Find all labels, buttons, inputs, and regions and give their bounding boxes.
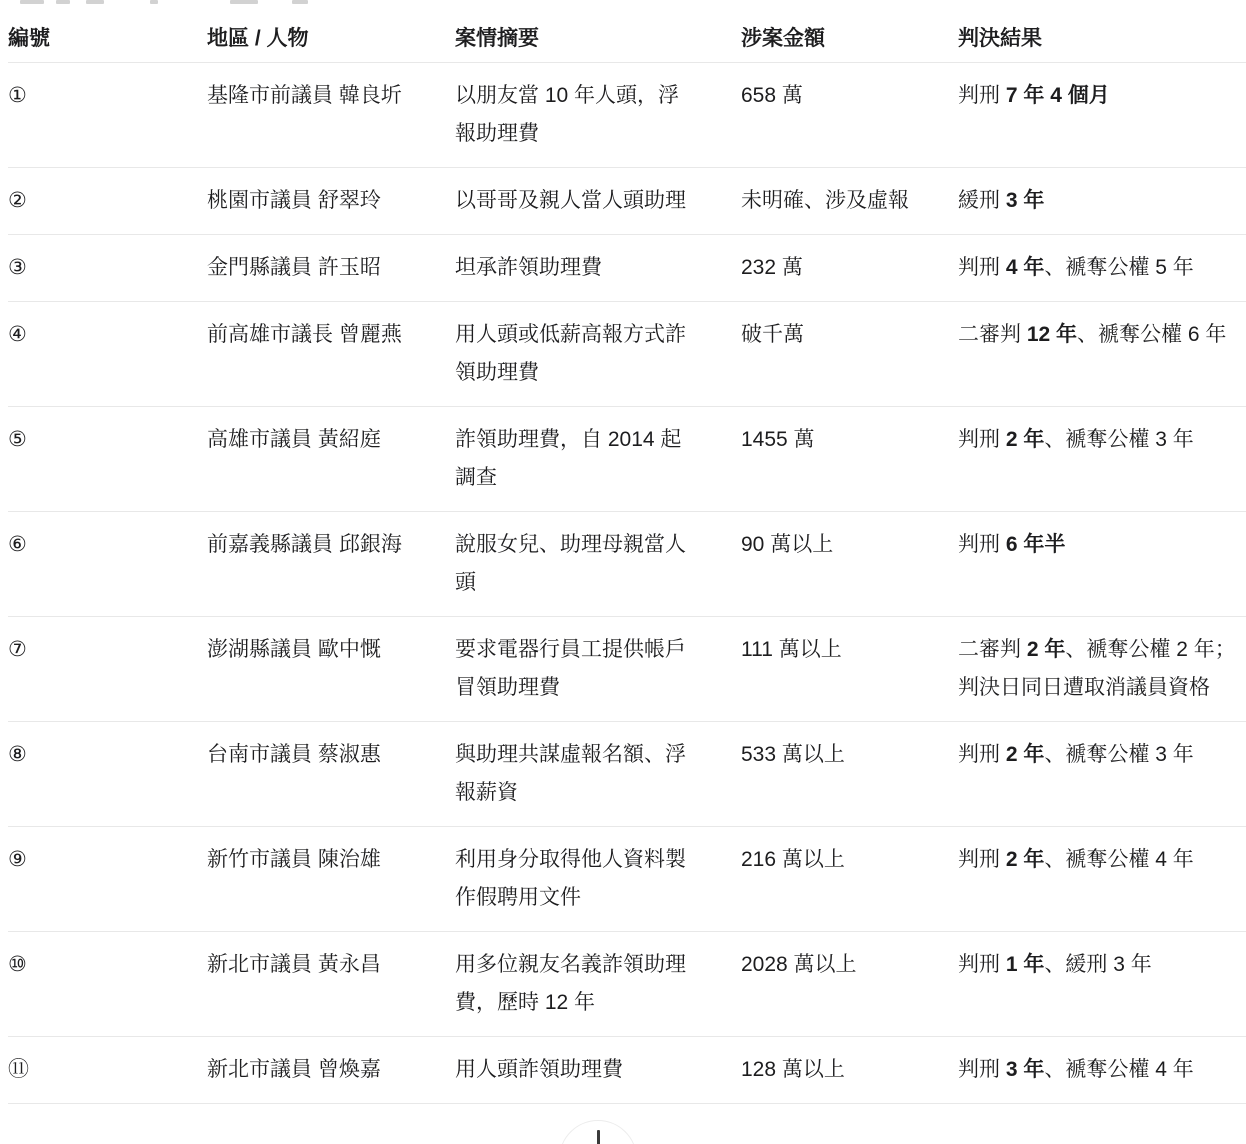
verdict-highlight: 12 年 — [1026, 323, 1078, 346]
verdict-cell — [958, 841, 1246, 917]
table-header-row — [8, 0, 1246, 63]
verdict-cell — [958, 249, 1246, 287]
person-cell: 基隆市前議員 韓良圻 — [207, 84, 402, 107]
verdict-text: 緩刑 — [958, 189, 1006, 212]
verdict-cell — [958, 526, 1246, 602]
verdict-highlight: 1 年 — [1005, 953, 1045, 976]
verdict-cell — [958, 316, 1246, 392]
case-summary-cell: 要求電器行員工提供帳戶冒領助理費 — [455, 638, 686, 699]
verdict-cell — [958, 182, 1246, 220]
amount-cell: 破千萬 — [741, 323, 804, 346]
row-number-cell: ⑦ — [8, 638, 27, 661]
person-cell: 台南市議員 蔡淑惠 — [207, 743, 381, 766]
amount-cell: 2028 萬以上 — [741, 953, 857, 976]
case-summary-cell: 以哥哥及親人當人頭助理 — [455, 189, 686, 212]
row-number-cell: ① — [8, 84, 27, 107]
verdict-cell — [958, 736, 1246, 812]
verdict-cell — [958, 631, 1246, 707]
row-number-cell: ⑨ — [8, 848, 27, 871]
verdict-text: 判刑 — [958, 1058, 1006, 1081]
verdict-highlight: 3 年 — [1005, 1058, 1045, 1081]
verdict-text: 判刑 — [958, 848, 1006, 871]
amount-cell: 533 萬以上 — [741, 743, 845, 766]
verdict-text: 判刑 — [958, 953, 1006, 976]
column-header-summary: 案情摘要 — [455, 27, 539, 50]
column-header-person: 地區 / 人物 — [207, 27, 309, 50]
case-summary-cell: 坦承詐領助理費 — [455, 256, 602, 279]
person-cell: 澎湖縣議員 歐中慨 — [207, 638, 381, 661]
verdict-text: 、褫奪公權 3 年 — [1044, 743, 1194, 766]
table-row — [8, 302, 1246, 407]
person-cell: 前嘉義縣議員 邱銀海 — [207, 533, 402, 556]
verdict-text: 判刑 — [958, 256, 1006, 279]
verdict-highlight: 2 年 — [1005, 428, 1045, 451]
verdict-text: 、褫奪公權 6 年 — [1077, 323, 1227, 346]
case-summary-cell: 詐領助理費，自 2014 起調查 — [455, 428, 682, 489]
case-summary-cell: 利用身分取得他人資料製作假聘用文件 — [455, 848, 686, 909]
table-row — [8, 722, 1246, 827]
row-number-cell: ③ — [8, 256, 27, 279]
row-number-cell: ⑩ — [8, 953, 27, 976]
row-number-cell: ② — [8, 189, 27, 212]
table-row — [8, 235, 1246, 302]
amount-cell: 658 萬 — [741, 84, 803, 107]
case-summary-cell: 用人頭詐領助理費 — [455, 1058, 623, 1081]
case-summary-cell: 用人頭或低薪高報方式詐領助理費 — [455, 323, 686, 384]
amount-cell: 90 萬以上 — [741, 533, 834, 556]
table-row — [8, 932, 1246, 1037]
verdict-highlight: 2 年 — [1005, 848, 1045, 871]
verdict-highlight: 3 年 — [1005, 189, 1045, 212]
column-header-number: 編號 — [8, 27, 50, 50]
verdict-text: 、褫奪公權 4 年 — [1044, 1058, 1194, 1081]
verdict-text: 判刑 — [958, 84, 1006, 107]
amount-cell: 111 萬以上 — [741, 638, 842, 661]
column-header-amount: 涉案金額 — [741, 27, 825, 50]
case-summary-cell: 與助理共謀虛報名額、浮報薪資 — [455, 743, 686, 804]
verdict-highlight: 2 年 — [1005, 743, 1045, 766]
amount-cell: 1455 萬 — [741, 428, 815, 451]
verdict-cell — [958, 946, 1246, 1022]
row-number-cell: ④ — [8, 323, 27, 346]
table-row — [8, 512, 1246, 617]
table-row — [8, 827, 1246, 932]
row-number-cell: ⑪ — [8, 1058, 29, 1081]
verdict-cell — [958, 421, 1246, 497]
table-row — [8, 63, 1246, 168]
verdict-highlight: 7 年 4 個月 — [1005, 84, 1110, 107]
verdict-text: 、褫奪公權 3 年 — [1044, 428, 1194, 451]
verdict-text: 、褫奪公權 5 年 — [1044, 256, 1194, 279]
row-number-cell: ⑤ — [8, 428, 27, 451]
verdict-text: 判刑 — [958, 428, 1006, 451]
table-body — [8, 63, 1246, 1104]
verdict-highlight: 6 年半 — [1005, 533, 1066, 556]
case-summary-cell: 以朋友當 10 年人頭，浮報助理費 — [455, 84, 680, 145]
table-row — [8, 1037, 1246, 1104]
person-cell: 金門縣議員 許玉昭 — [207, 256, 381, 279]
verdict-text: 、褫奪公權 4 年 — [1044, 848, 1194, 871]
verdict-cell — [958, 1051, 1246, 1089]
person-cell: 高雄市議員 黃紹庭 — [207, 428, 381, 451]
person-cell: 前高雄市議長 曾麗燕 — [207, 323, 402, 346]
verdict-highlight: 2 年 — [1026, 638, 1066, 661]
column-header-verdict: 判決結果 — [958, 27, 1042, 50]
verdict-text: 二審判 — [958, 638, 1027, 661]
person-cell: 新北市議員 黃永昌 — [207, 953, 381, 976]
amount-cell: 128 萬以上 — [741, 1058, 845, 1081]
table-row — [8, 407, 1246, 512]
verdict-cell — [958, 77, 1246, 153]
verdict-text: 、緩刑 3 年 — [1044, 953, 1152, 976]
row-number-cell: ⑧ — [8, 743, 27, 766]
case-summary-cell: 用多位親友名義詐領助理費，歷時 12 年 — [455, 953, 686, 1014]
amount-cell: 232 萬 — [741, 256, 803, 279]
person-cell: 新竹市議員 陳治雄 — [207, 848, 381, 871]
table-row — [8, 168, 1246, 235]
case-summary-cell: 說服女兒、助理母親當人頭 — [455, 533, 686, 594]
row-number-cell: ⑥ — [8, 533, 27, 556]
verdict-text: 判刑 — [958, 743, 1006, 766]
amount-cell: 216 萬以上 — [741, 848, 845, 871]
person-cell: 新北市議員 曾煥嘉 — [207, 1058, 381, 1081]
verdict-text: 判刑 — [958, 533, 1006, 556]
person-cell: 桃園市議員 舒翠玲 — [207, 189, 381, 212]
verdict-text: 、褫奪公權 2 年；判決日同日遭取消議員資格 — [958, 638, 1236, 699]
verdict-text: 二審判 — [958, 323, 1027, 346]
amount-cell: 未明確、涉及虛報 — [741, 189, 909, 212]
down-arrow-icon — [597, 1130, 600, 1144]
verdict-highlight: 4 年 — [1005, 256, 1045, 279]
scroll-down-button[interactable] — [559, 1120, 637, 1144]
table-row — [8, 617, 1246, 722]
